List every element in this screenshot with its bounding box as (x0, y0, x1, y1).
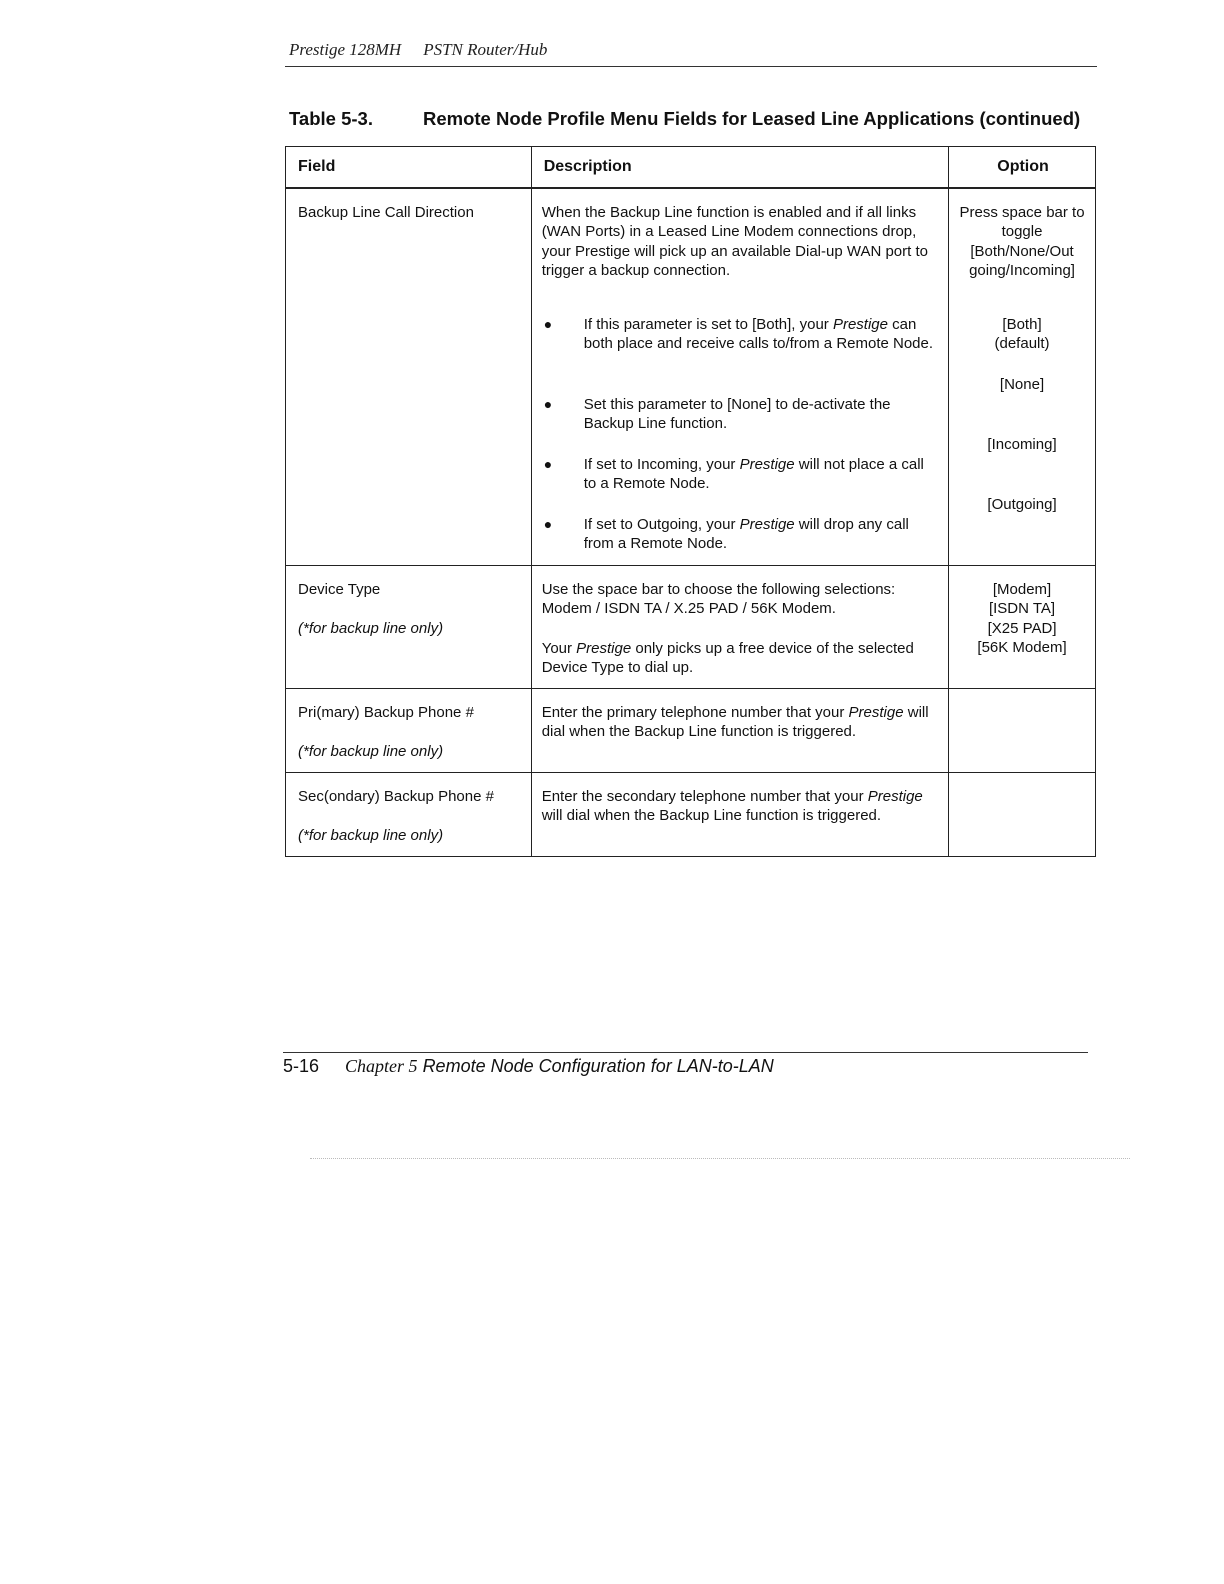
bullet-icon: ● (543, 315, 553, 332)
option-cell (949, 688, 1096, 772)
option-cell (949, 772, 1096, 856)
bullet-text: Set this parameter to [None] to de-activate the Backup Line function. (583, 395, 891, 432)
bullet-icon: ● (543, 395, 553, 412)
field-name: Device Type (298, 580, 381, 598)
table-row (286, 772, 1096, 856)
field-name: Pri(mary) Backup Phone # (298, 703, 474, 721)
option-text: [Incoming] (987, 435, 1057, 453)
description-cell (531, 188, 948, 566)
bullet-icon: ● (543, 515, 553, 532)
table-title: Remote Node Profile Menu Fields for Leased Line Applications (continued) (423, 108, 1081, 129)
option-text: [X25 PAD] (987, 619, 1057, 637)
header-option: Option (949, 147, 1096, 188)
header-product: Prestige 128MH (289, 40, 402, 59)
description-cell (531, 688, 948, 772)
header-description: Description (531, 147, 948, 188)
table-row (286, 188, 1096, 566)
field-cell (286, 188, 532, 566)
option-text: [Modem] (992, 580, 1052, 598)
list-item (542, 315, 940, 375)
field-note: (*for backup line only) (298, 827, 444, 844)
bullet-icon: ● (543, 455, 553, 472)
description-text: Enter the secondary telephone number that your Prestige will dial when the Backup Line function is triggered. (541, 787, 923, 824)
field-name: Backup Line Call Direction (298, 203, 474, 221)
option-text: Press space bar to toggle [Both/None/Out going/Incoming] (959, 203, 1085, 279)
bullet-text: If set to Incoming, your Prestige will not place a call to a Remote Node. (583, 455, 924, 492)
table-row (286, 688, 1096, 772)
footer-rule (283, 1052, 1088, 1053)
table-row (286, 565, 1096, 688)
description-cell (531, 772, 948, 856)
description-text: Your Prestige only picks up a free device of the selected Device Type to dial up. (541, 639, 914, 676)
field-note: (*for backup line only) (298, 743, 444, 760)
option-text: [Outgoing] (987, 495, 1057, 513)
option-text: [None] (999, 375, 1045, 393)
option-cell (949, 565, 1096, 688)
running-header (289, 40, 547, 60)
option-text: [56K Modem] (977, 639, 1067, 656)
header-field: Field (286, 147, 532, 188)
header-subtitle: PSTN Router/Hub (423, 40, 548, 59)
field-cell (286, 565, 532, 688)
list-item (542, 395, 940, 435)
description-text: Use the space bar to choose the following selections: Modem / ISDN TA / X.25 PAD / 56K Modem. (541, 580, 896, 617)
option-text: [Both] (default) (994, 315, 1050, 352)
field-cell (286, 772, 532, 856)
scan-artifact (310, 1158, 1130, 1159)
option-cell (949, 188, 1096, 566)
description-text: Enter the primary telephone number that your Prestige will dial when the Backup Line function is triggered. (541, 703, 929, 740)
table-header-row (286, 147, 1096, 188)
list-item (542, 515, 940, 555)
table-number: Table 5-3. (289, 108, 373, 129)
option-text: [ISDN TA] (988, 600, 1056, 617)
field-cell (286, 688, 532, 772)
list-item (542, 455, 940, 495)
table-caption (289, 108, 1080, 130)
header-rule (285, 66, 1097, 67)
page-number: 5-16 (283, 1056, 320, 1076)
field-name: Sec(ondary) Backup Phone # (298, 787, 494, 805)
bullet-text: If this parameter is set to [Both], your Prestige can both place and receive calls to/from a Remote Node. (583, 315, 934, 352)
description-cell (531, 565, 948, 688)
field-note: (*for backup line only) (298, 620, 444, 637)
description-intro: When the Backup Line function is enabled and if all links (WAN Ports) in a Leased Line Modem connections drop, your Prestige will pick up an available Dial-up WAN port to trigger a backup connection. (541, 203, 928, 279)
fields-table (285, 146, 1096, 857)
chapter-label: Chapter 5 Remote Node Configuration for LAN-to-LAN (345, 1056, 774, 1076)
bullet-text: If set to Outgoing, your Prestige will drop any call from a Remote Node. (583, 515, 909, 552)
page-footer (283, 1056, 774, 1077)
